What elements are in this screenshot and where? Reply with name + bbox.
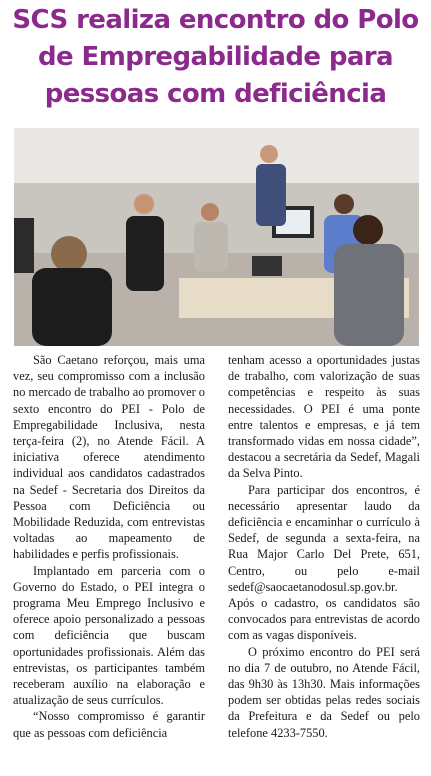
- paragraph-3-start: “Nosso compromisso é garantir que as pessoas com deficiência: [13, 709, 205, 740]
- article-photo: [14, 128, 419, 346]
- paragraph-1: São Caetano reforçou, mais uma vez, seu compromisso com a inclusão no mercado de trabalho ao promover o sexto encontro do PEI - Polo de Empregabilidade Inclusiva, nesta terça-feira (2), no Atende Fácil. A iniciativa oferece atendimento individual aos candidatos cadastrados na Sedef - Secretaria dos Direitos da Pessoa com Deficiência ou Mobilidade Reduzida, com entrevistas voltadas ao mapeamento de habilidades e perfis profissionais.: [13, 353, 205, 562]
- column-right: [228, 352, 420, 741]
- column-left: [13, 352, 205, 741]
- paragraph-5: O próximo encontro do PEI será no dia 7 de outubro, no Atende Fácil, das 9h30 às 13h30. Mais informações podem ser obtidas pelas redes sociais da Prefeitura e da Sedef ou pelo telefone 4233-7550.: [228, 644, 420, 740]
- paragraph-3-end: tenham acesso a oportunidades justas de trabalho, com valorização de suas competências e respeito às suas necessidades. O PEI é uma ponte entre talentos e empresas, e já tem transformado vidas em nossa cidade”, destacou a secretária da Sedef, Magali da Selva Pinto.: [228, 353, 420, 481]
- article-headline: SCS realiza encontro do Polo de Empregabilidade para pessoas com deficiência: [12, 5, 419, 109]
- paragraph-4: Para participar dos encontros, é necessário apresentar laudo da deficiência e encaminhar o currículo à Sedef, de segunda a sexta-feira, na Rua Major Carlo Del Prete, 651, Centro, ou pelo e-mail sedef@saocaetanodosul.sp.gov.br. Após o cadastro, os candidatos são convocados para entrevistas de acordo com as vagas disponíveis.: [228, 482, 420, 643]
- photo-image: [14, 128, 419, 346]
- paragraph-2: Implantado em parceria com o Governo do Estado, o PEI integra o programa Meu Emprego Inclusivo e oferece apoio personalizado a pessoas com deficiência que buscam oportunidades profissionais. Além das entrevistas, os participantes também receberam auxílio na elaboração e atualização de seus currículos.: [13, 563, 205, 708]
